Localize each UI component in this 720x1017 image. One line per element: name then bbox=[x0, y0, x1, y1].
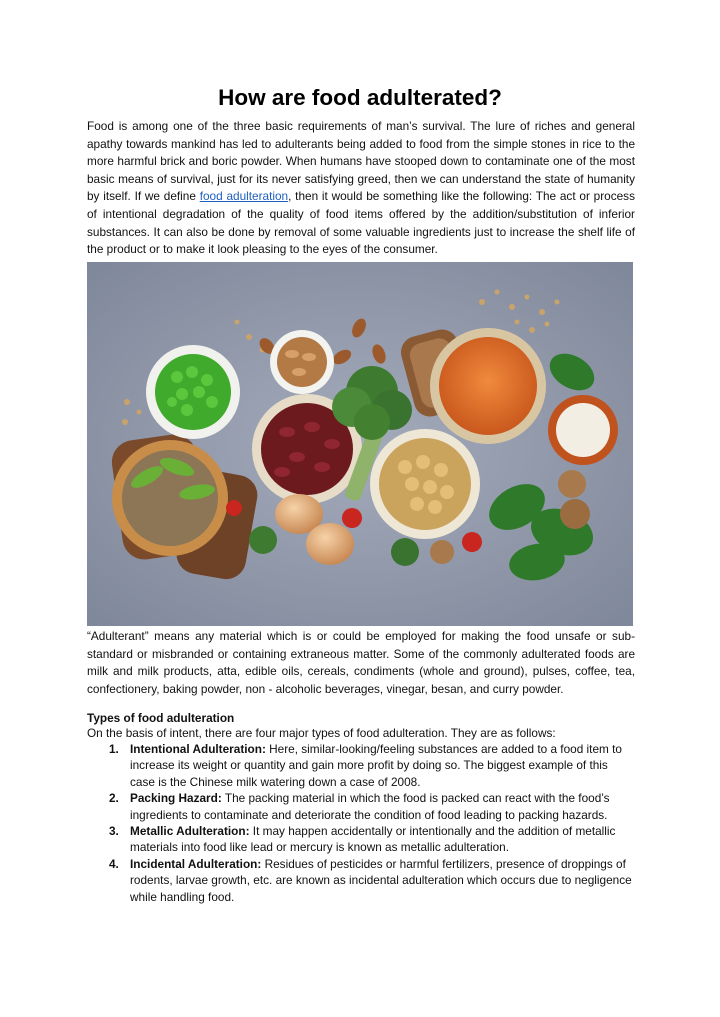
list-term: Intentional Adulteration: bbox=[130, 742, 266, 756]
list-item bbox=[87, 823, 635, 856]
intro-text-before-link: Food is among one of the three basic requirements of man’s survival. The lure of riches and general apathy towards mankind has led to adulterants being added to food from the simple stones in rice to the more harmful brick and boric powder. When humans have stooped down to contaminate one of the most basic means of survival, just for its never satisfying greed, then we can understand the state of humanity by itself. If we define bbox=[87, 119, 635, 204]
types-intro: On the basis of intent, there are four major types of food adulteration. They are as follows: bbox=[87, 726, 556, 740]
list-number: 3. bbox=[109, 824, 119, 839]
types-heading: Types of food adulteration bbox=[87, 711, 235, 725]
list-number: 1. bbox=[109, 742, 119, 756]
list-item bbox=[87, 741, 635, 790]
adulterant-paragraph: “Adulterant” means any material which is or could be employed for making the food unsafe or sub-standard or misbranded or containing extraneous matter. Some of the commonly adulterated foods are milk and milk products, atta, edible oils, cereals, condiments (whole and ground), pulses, coffee, tea, confectionery, baking powder, non - alcoholic beverages, vinegar, besan, and curry powder. bbox=[87, 629, 635, 696]
food-photo bbox=[87, 262, 633, 626]
list-item bbox=[87, 856, 635, 905]
types-list bbox=[87, 741, 635, 905]
list-text: Here, similar-looking/feeling substances are added to a food item to increase its weight or quantity and gain more profit by doing so. The biggest example of this case is the Chinese milk watering down a case of 2008. bbox=[130, 742, 622, 789]
list-text: The packing material in which the food is packed can react with the food’s ingredients to contaminate and deteriorate the condition of food leading to packing hazards. bbox=[130, 791, 610, 822]
list-text: Residues of pesticides or harmful fertilizers, presence of droppings of rodents, larvae growth, etc. are known as incidental adulteration which occurs due to negligence while handling food. bbox=[130, 856, 632, 904]
list-text: It may happen accidentally or intentionally and the addition of metallic materials into food like lead or mercury is known as metallic adulteration. bbox=[130, 824, 616, 855]
list-item bbox=[87, 790, 635, 823]
list-term: Metallic Adulteration: bbox=[130, 824, 250, 839]
food-adulteration-link[interactable]: food adulteration bbox=[199, 189, 289, 204]
intro-paragraph bbox=[87, 118, 635, 259]
page-title: How are food adulterated? bbox=[218, 85, 502, 110]
list-number: 2. bbox=[109, 791, 119, 806]
list-term: Packing Hazard: bbox=[130, 791, 222, 806]
list-number: 4. bbox=[109, 856, 119, 871]
list-term: Incidental Adulteration: bbox=[130, 856, 262, 871]
intro-text-after-link: , then it would be something like the following: The act or process of intentional degradation of the quality of food items offered by the addition/substitution of inferior substances. It can also be done by removal of some valuable ingredients just to increase the shelf life of the product or to make it look pleasing to the eyes of the consumer. bbox=[87, 189, 635, 257]
